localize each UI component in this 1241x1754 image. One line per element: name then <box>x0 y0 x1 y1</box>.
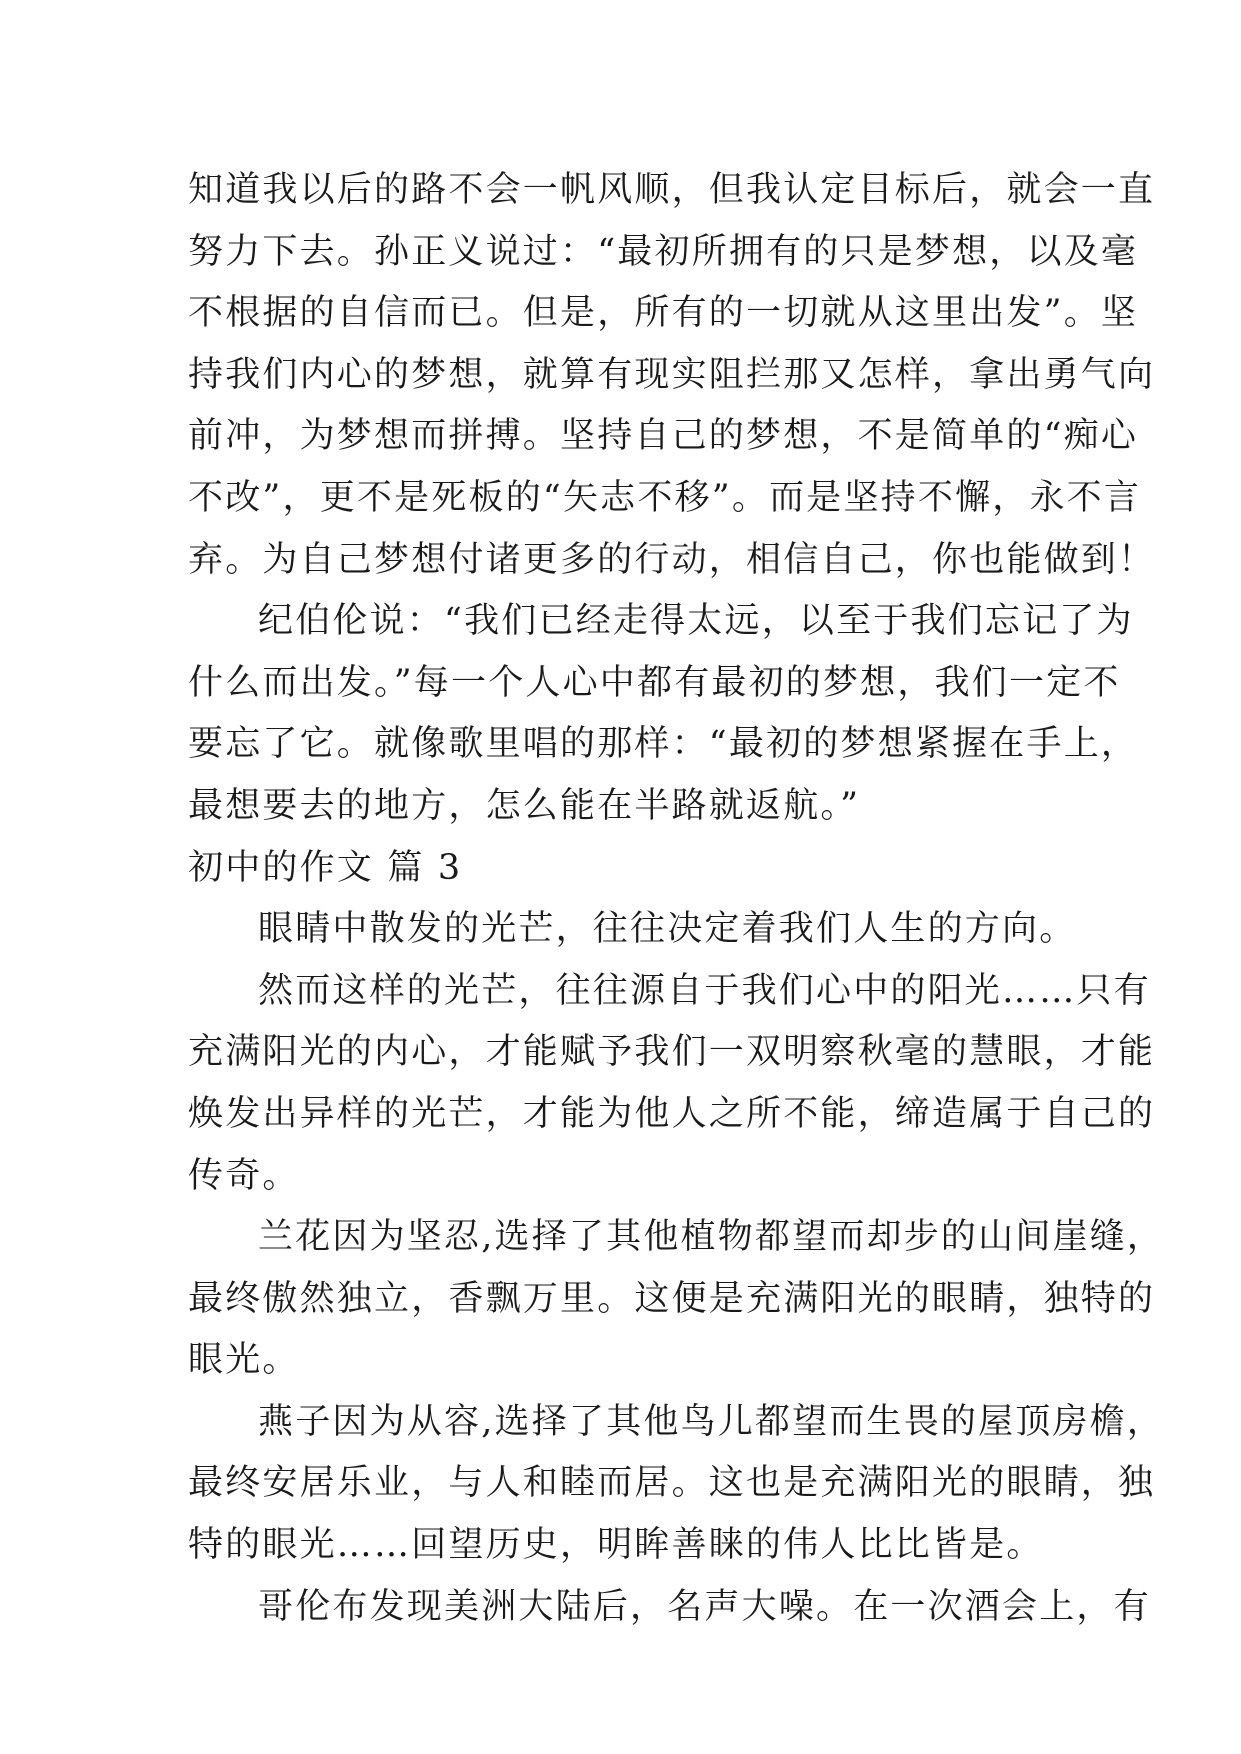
section-heading: 初中的作文 篇 3 <box>188 847 463 888</box>
paragraph-first-line: 燕子因为从容,选择了其他鸟儿都望而生畏的屋顶房檐， <box>258 1401 1165 1442</box>
paragraph-line: 不根据的自信而已。但是，所有的一切就从这里出发”。坚 <box>188 293 1139 334</box>
paragraph-first-line: 哥伦布发现美洲大陆后，名声大噪。在一次酒会上，有 <box>258 1586 1151 1627</box>
paragraph-line: 努力下去。孙正义说过：“最初所拥有的只是梦想，以及毫 <box>188 231 1139 272</box>
document-body <box>188 160 1165 1638</box>
paragraph-first-line: 然而这样的光芒，往往源自于我们心中的阳光……只有 <box>258 970 1151 1011</box>
paragraph-line: 最终傲然独立，香飘万里。这便是充满阳光的眼睛，独特的 <box>188 1278 1156 1319</box>
paragraph-line: 要忘了它。就像歌里唱的那样：“最初的梦想紧握在手上， <box>188 724 1139 765</box>
paragraph-line: 持我们内心的梦想，就算有现实阻拦那又怎样，拿出勇气向 <box>188 354 1156 395</box>
paragraph-line: 知道我以后的路不会一帆风顺，但我认定目标后，就会一直 <box>188 170 1156 210</box>
paragraph-line: 眼光。 <box>188 1340 300 1381</box>
paragraph-line: 最想要去的地方，怎么能在半路就返航。” <box>188 785 861 826</box>
paragraph-line: 传奇。 <box>188 1155 300 1196</box>
paragraph-first-line: 眼睛中散发的光芒，往往决定着我们人生的方向。 <box>258 909 1077 950</box>
paragraph-line: 特的眼光……回望历史，明眸善睐的伟人比比皆是。 <box>188 1525 1044 1566</box>
paragraph-line: 什么而出发。”每一个人心中都有最初的梦想，我们一定不 <box>188 662 1121 703</box>
paragraph-line: 弃。为自己梦想付诸更多的行动，相信自己，你也能做到！ <box>188 539 1156 580</box>
paragraph-line: 充满阳光的内心，才能赋予我们一双明察秋毫的慧眼，才能 <box>188 1032 1156 1073</box>
paragraph-line: 前冲，为梦想而拼搏。坚持自己的梦想，不是简单的“痴心 <box>188 416 1139 457</box>
paragraph-first-line: 纪伯伦说：“我们已经走得太远，以至于我们忘记了为 <box>258 601 1134 642</box>
paragraph-line: 最终安居乐业，与人和睦而居。这也是充满阳光的眼睛，独 <box>188 1463 1156 1504</box>
paragraph-first-line: 兰花因为坚忍,选择了其他植物都望而却步的山间崖缝， <box>258 1217 1165 1258</box>
paragraph-line: 不改”，更不是死板的“矢志不移”。而是坚持不懈，永不言 <box>188 477 1142 518</box>
paragraph-line: 焕发出异样的光芒，才能为他人之所不能，缔造属于自己的 <box>188 1093 1156 1134</box>
